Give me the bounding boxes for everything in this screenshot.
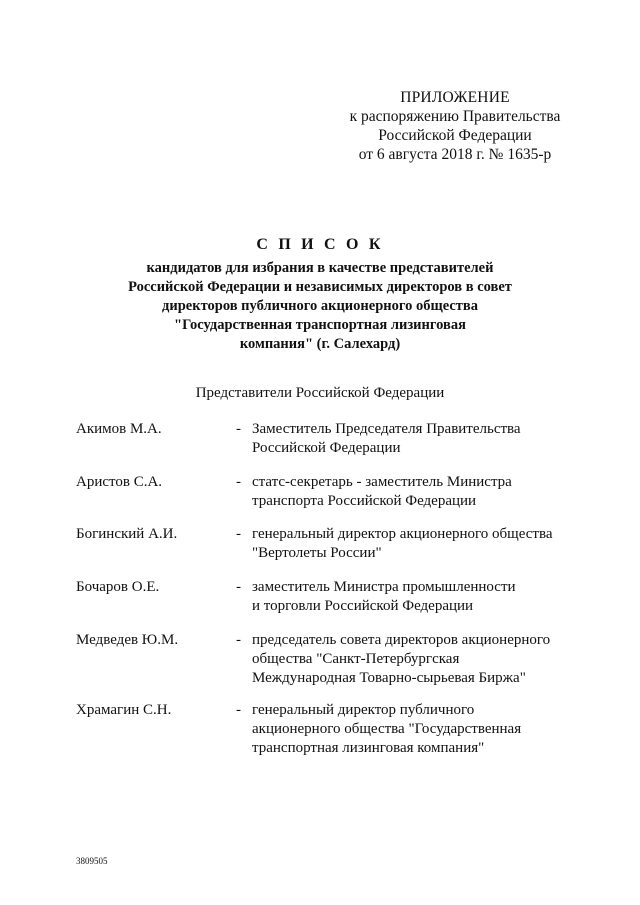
position-line: акционерного общества "Государственная — [252, 721, 522, 737]
member-position — [252, 631, 582, 688]
position-line: и торговли Российской Федерации — [252, 598, 474, 614]
appendix-line: Российской Федерации — [378, 127, 532, 144]
document-subtitle — [100, 259, 540, 354]
member-name: Медведев Ю.М. — [76, 632, 179, 648]
member-row — [76, 473, 582, 511]
position-line: транспортная лизинговая компания" — [252, 740, 485, 756]
position-line: Российской Федерации — [252, 440, 401, 456]
member-dash: - — [236, 579, 241, 595]
member-dash: - — [236, 632, 241, 648]
member-name: Бочаров О.Е. — [76, 579, 160, 595]
member-row — [76, 525, 582, 563]
member-dash: - — [236, 474, 241, 490]
section-heading: Представители Российской Федерации — [195, 385, 445, 401]
member-dash: - — [236, 702, 241, 718]
position-line: генеральный директор публичного — [252, 702, 475, 718]
subtitle-line: директоров публичного акционерного общества — [162, 298, 478, 314]
subtitle-line: "Государственная транспортная лизинговая — [174, 317, 466, 333]
member-name: Аристов С.А. — [76, 474, 163, 490]
position-line: Международная Товарно-сырьевая Биржа" — [252, 670, 526, 686]
position-line: председатель совета директоров акционерного — [252, 632, 551, 648]
appendix-block — [340, 88, 570, 164]
member-name: Акимов М.А. — [76, 421, 162, 437]
subtitle-line: Российской Федерации и независимых директоров в совет — [128, 279, 512, 295]
member-dash: - — [236, 526, 241, 542]
appendix-line: к распоряжению Правительства — [349, 108, 561, 125]
member-position — [252, 578, 582, 616]
position-line: заместитель Министра промышленности — [252, 579, 516, 595]
document-number: 3809505 — [76, 856, 108, 866]
position-line: генеральный директор акционерного общества — [252, 526, 553, 542]
position-line: общества "Санкт-Петербургская — [252, 651, 460, 667]
member-row — [76, 701, 582, 758]
position-line: "Вертолеты России" — [252, 545, 382, 561]
position-line: Заместитель Председателя Правительства — [252, 421, 521, 437]
member-row — [76, 578, 582, 616]
appendix-title: ПРИЛОЖЕНИЕ — [400, 89, 510, 106]
member-position — [252, 473, 582, 511]
position-line: транспорта Российской Федерации — [252, 493, 477, 509]
member-position — [252, 420, 582, 458]
member-name: Храмагин С.Н. — [76, 702, 172, 718]
subtitle-line: кандидатов для избрания в качестве представителей — [146, 260, 494, 276]
document-title: С П И С О К — [256, 236, 384, 253]
member-row — [76, 631, 582, 688]
member-row — [76, 420, 582, 458]
member-name: Богинский А.И. — [76, 526, 178, 542]
subtitle-line: компания" (г. Салехард) — [239, 336, 401, 352]
member-dash: - — [236, 421, 241, 437]
position-line: статс-секретарь - заместитель Министра — [252, 474, 512, 490]
appendix-date-number: от 6 августа 2018 г. № 1635-р — [358, 146, 552, 163]
member-position — [252, 701, 582, 758]
member-position — [252, 525, 582, 563]
